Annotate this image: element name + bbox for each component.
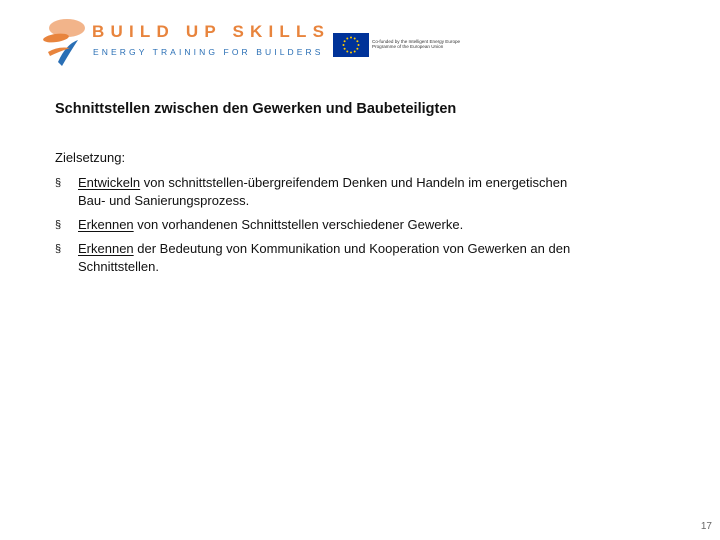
brand-title: BUILD UP SKILLS	[92, 22, 331, 41]
brand-subtitle: ENERGY TRAINING FOR BUILDERS	[93, 47, 324, 57]
bullet-icon: §	[55, 177, 62, 189]
slide-title: Schnittstellen zwischen den Gewerken und Baubeteiligten	[55, 101, 457, 117]
objective-text: der Bedeutung von Kommunikation und Kooperation von Gewerken an den Schnittstellen.	[78, 241, 571, 274]
objectives-list	[55, 174, 575, 282]
objective-keyword: Erkennen	[78, 241, 134, 256]
objective-item-2	[55, 216, 575, 234]
objective-keyword: Erkennen	[78, 217, 134, 232]
bullet-icon: §	[55, 219, 62, 231]
eu-funding-note	[372, 39, 477, 50]
eu-flag-icon	[333, 33, 369, 57]
eu-funding-line-2: Programme of the European Union	[372, 44, 444, 50]
objective-keyword: Entwickeln	[78, 175, 141, 190]
objective-item-3	[55, 240, 575, 276]
objective-item-1	[55, 174, 575, 210]
objective-text: von schnittstellen-übergreifendem Denken und Handeln im energetischen Bau- und Sanierungsprozess.	[78, 175, 568, 208]
eu-funding-line-1: Co-funded by the Intelligent Energy Europe	[372, 39, 461, 44]
bullet-icon: §	[55, 243, 62, 255]
goal-label: Zielsetzung:	[55, 150, 126, 165]
page-number: 17	[700, 521, 712, 532]
objective-text: von vorhandenen Schnittstellen verschiedener Gewerke.	[133, 217, 464, 232]
